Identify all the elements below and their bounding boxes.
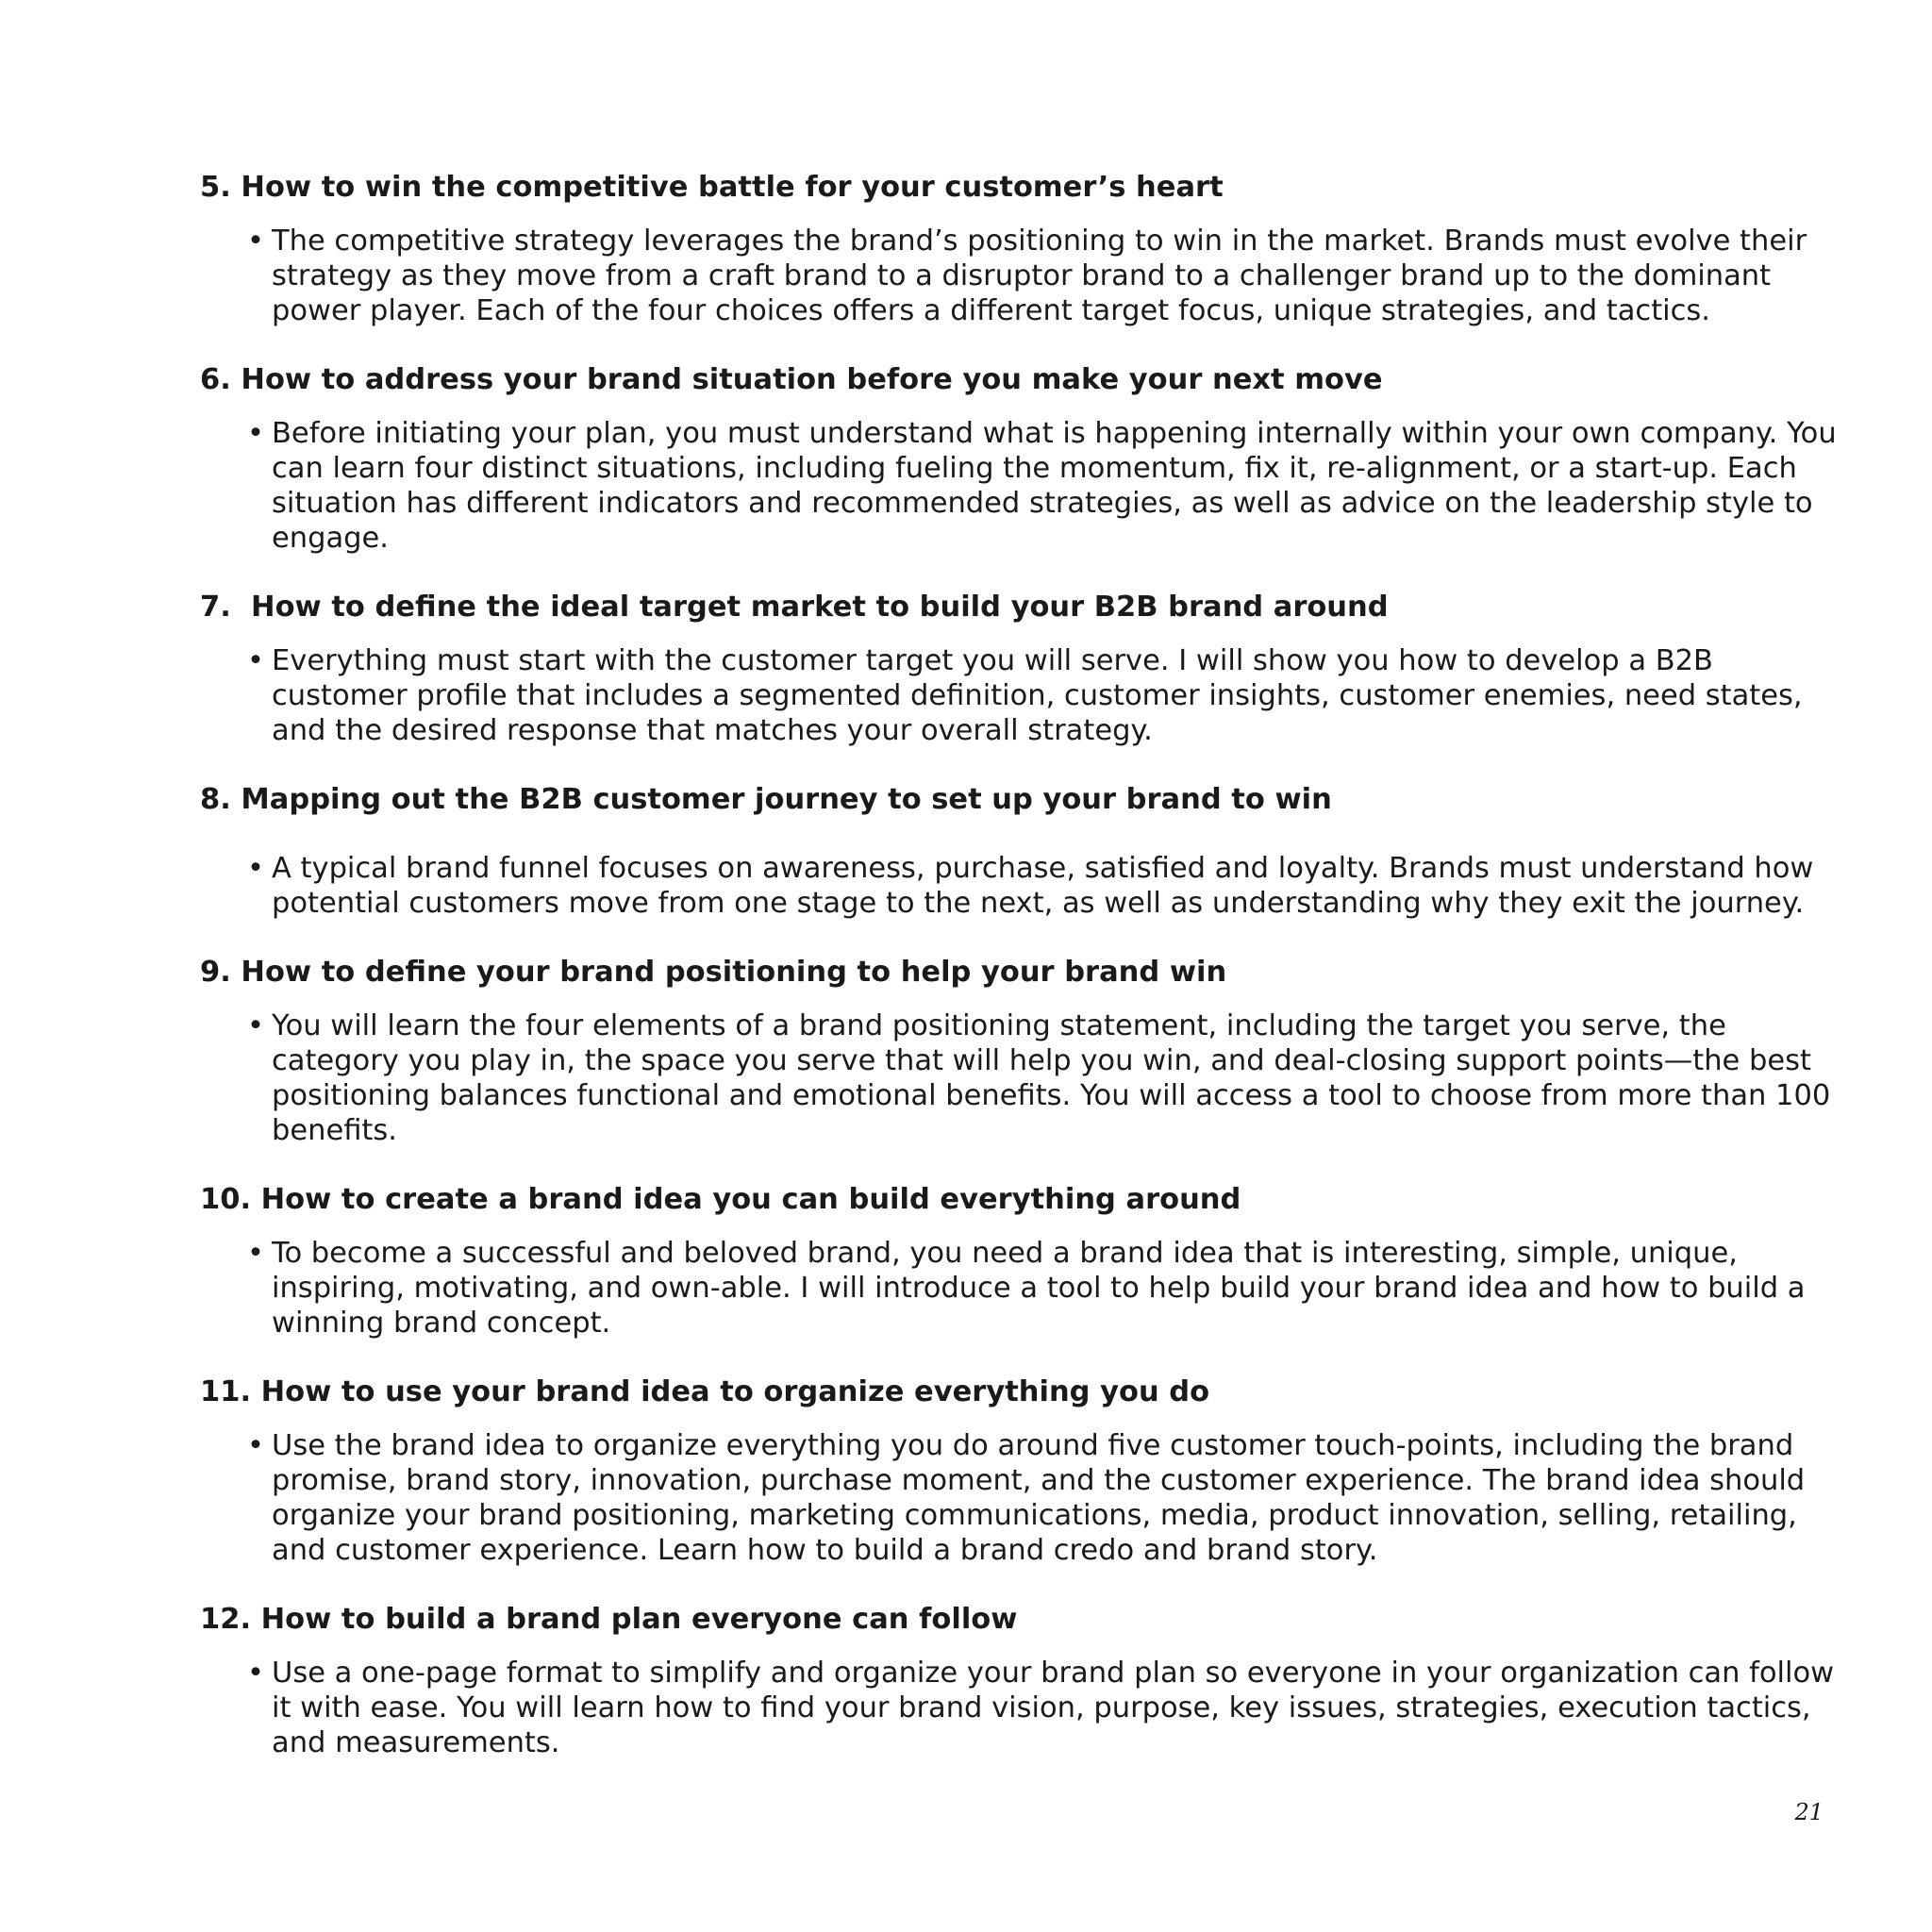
bullet-item <box>200 851 1841 921</box>
bullet-text: The competitive strategy leverages the brand’s positioning to win in the market. Brands must evolve their strategy as they move from a craft brand to a disruptor brand to a challenger brand up to the dominant power player. Each of the four choices offers a different target focus, unique strategies, and tactics. <box>272 225 1807 327</box>
bullet-list <box>200 1008 1841 1148</box>
section-title: 10. How to create a brand idea you can build everything around <box>200 1183 1241 1216</box>
bullet-text: Everything must start with the customer target you will serve. I will show you how to develop a B2B customer profile that includes a segmented definition, customer insights, customer enemies, need states, and the desired response that matches your overall strategy. <box>272 644 1803 747</box>
section-title: 6. How to address your brand situation before you make your next move <box>200 363 1383 396</box>
bullet-icon: • <box>247 1429 264 1462</box>
bullet-text: A typical brand funnel focuses on awareness, purchase, satisfied and loyalty. Brands must understand how potential customers move from one stage to the next, as well as understanding why they exit the journey. <box>272 852 1814 920</box>
bullet-text: You will learn the four elements of a brand positioning statement, including the target you serve, the category you play in, the space you serve that will help you win, and deal-closing support points—the best positioning balances functional and emotional benefits. You will access a tool to choose from more than 100 benefits. <box>272 1009 1831 1147</box>
bullet-list <box>200 643 1841 748</box>
bullet-list <box>200 1656 1841 1760</box>
bullet-item <box>200 1236 1841 1341</box>
bullet-icon: • <box>247 644 264 677</box>
bullet-list <box>200 1236 1841 1341</box>
bullet-item <box>200 1656 1841 1760</box>
bullet-item <box>200 643 1841 748</box>
section-10 <box>200 1182 1841 1341</box>
section-12 <box>200 1602 1841 1760</box>
bullet-icon: • <box>247 1009 264 1042</box>
bullet-icon: • <box>247 225 264 258</box>
bullet-item <box>200 1428 1841 1568</box>
bullet-icon: • <box>247 1237 264 1270</box>
bullet-icon: • <box>247 1657 264 1690</box>
bullet-item <box>200 416 1841 556</box>
section-6 <box>200 362 1841 556</box>
section-9 <box>200 955 1841 1148</box>
bullet-list <box>200 1428 1841 1568</box>
bullet-text: Use a one-page format to simplify and organize your brand plan so everyone in your organization can follow it with ease. You will learn how to find your brand vision, purpose, key issues, strategies, execution tactics, and measurements. <box>272 1657 1835 1759</box>
bullet-list <box>200 416 1841 556</box>
section-title: 12. How to build a brand plan everyone can follow <box>200 1603 1018 1636</box>
bullet-item <box>200 224 1841 328</box>
bullet-list <box>200 224 1841 328</box>
bullet-text: Use the brand idea to organize everything you do around five customer touch-points, including the brand promise, brand story, innovation, purchase moment, and the customer experience. The brand idea should organize your brand positioning, marketing communications, media, product innovation, selling, retailing, and customer experience. Learn how to build a brand credo and brand story. <box>272 1429 1806 1567</box>
section-11 <box>200 1374 1841 1568</box>
document-body <box>200 170 1841 1760</box>
section-title: 11. How to use your brand idea to organize everything you do <box>200 1375 1210 1408</box>
section-title: 8. Mapping out the B2B customer journey to set up your brand to win <box>200 783 1332 816</box>
bullet-icon: • <box>247 852 264 885</box>
section-title: 7. How to define the ideal target market to build your B2B brand around <box>200 591 1389 624</box>
bullet-icon: • <box>247 417 264 450</box>
bullet-text: Before initiating your plan, you must understand what is happening internally within your own company. You can learn four distinct situations, including fueling the momentum, fix it, re-alignment, or a start-up. Each situation has different indicators and recommended strategies, as well as advice on the leadership style to engage. <box>272 417 1837 555</box>
section-title: 9. How to define your brand positioning to help your brand win <box>200 956 1227 989</box>
page-number: 21 <box>1794 1799 1824 1825</box>
bullet-list <box>200 851 1841 921</box>
section-7 <box>200 590 1841 748</box>
section-title: 5. How to win the competitive battle for your customer’s heart <box>200 171 1224 204</box>
bullet-text: To become a successful and beloved brand, you need a brand idea that is interesting, simple, unique, inspiring, motivating, and own-able. I will introduce a tool to help build your brand idea and how to build a winning brand concept. <box>272 1237 1806 1340</box>
section-5 <box>200 170 1841 328</box>
bullet-item <box>200 1008 1841 1148</box>
section-8 <box>200 782 1841 921</box>
